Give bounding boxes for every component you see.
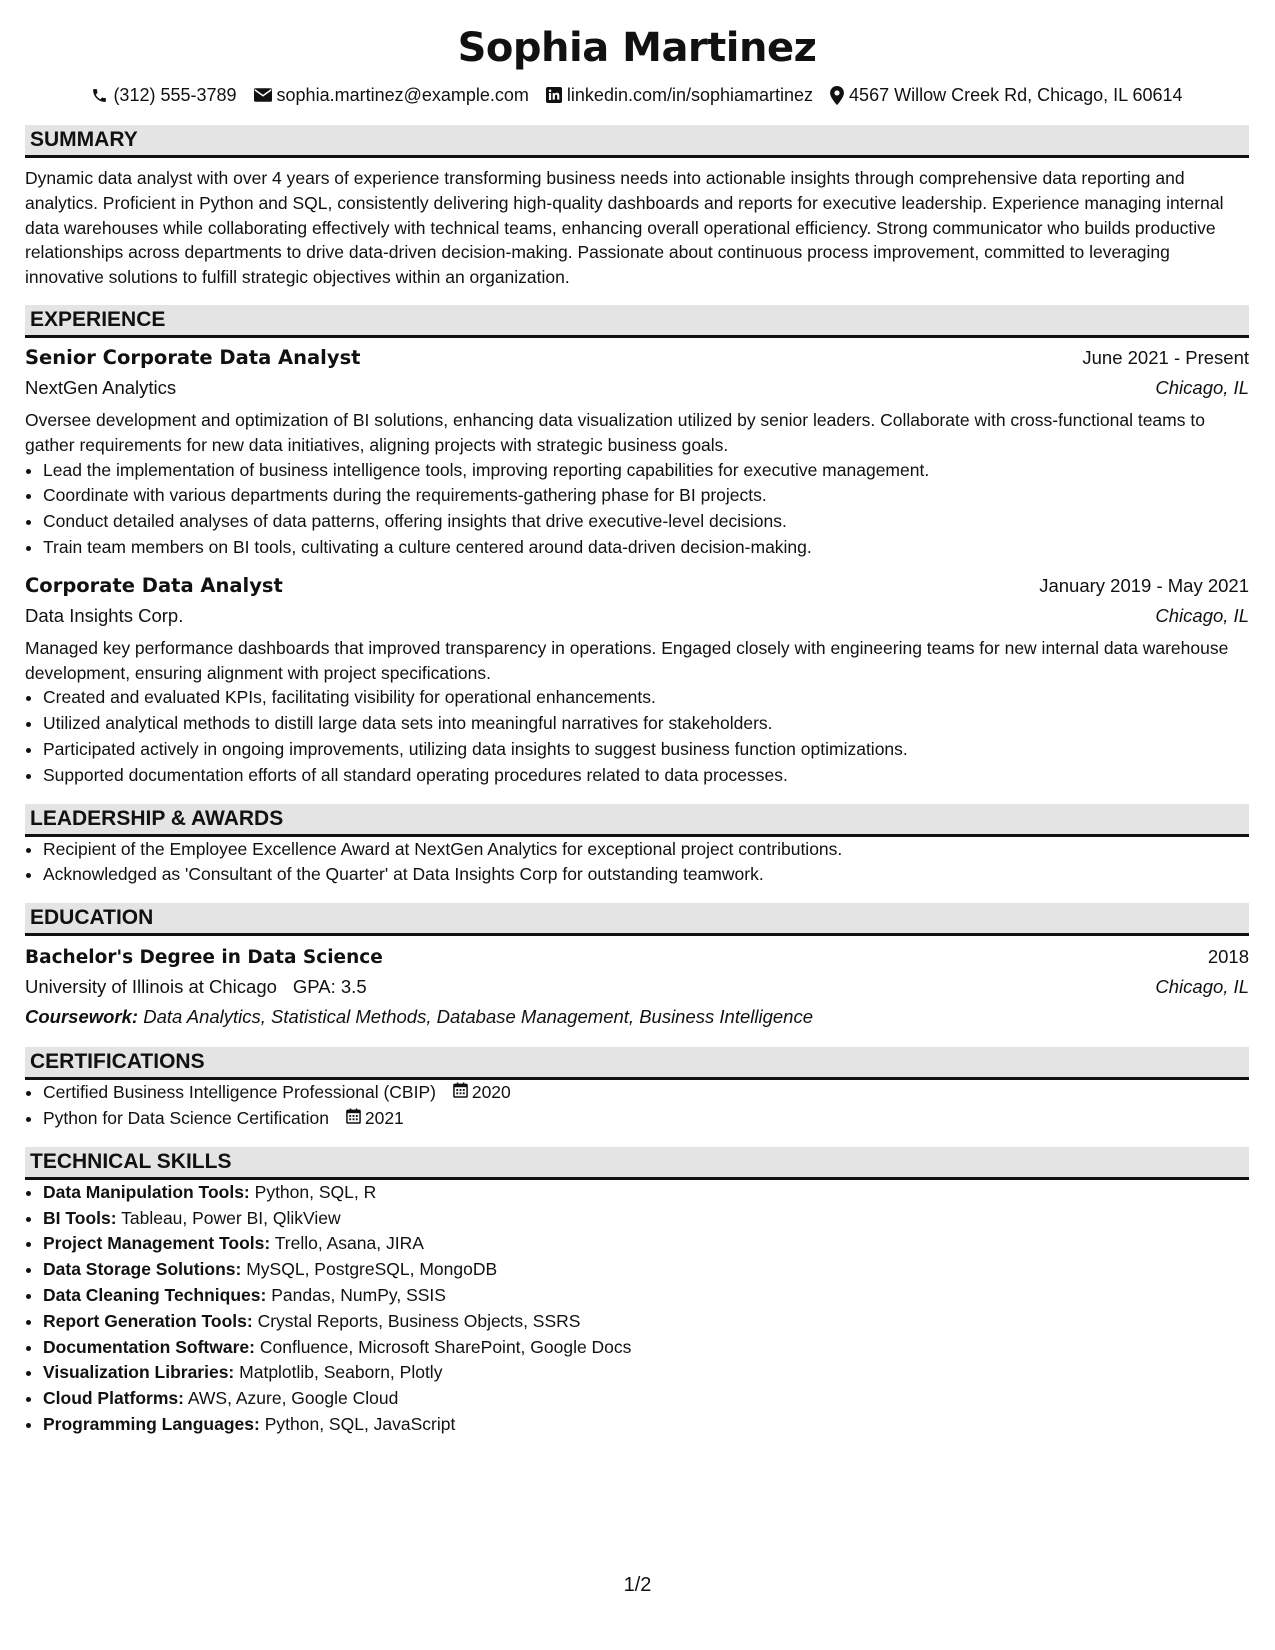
skill-label: Cloud Platforms:: [43, 1388, 184, 1409]
skill-value: Confluence, Microsoft SharePoint, Google Docs: [259, 1336, 632, 1357]
calendar-icon: [346, 1106, 361, 1132]
skill-label: Report Generation Tools:: [43, 1310, 253, 1331]
section-heading-certifications: CERTIFICATIONS: [25, 1047, 1249, 1080]
skill-item: [43, 1283, 1249, 1309]
education-subheader: [25, 972, 1249, 1002]
school-location: Chicago, IL: [1155, 976, 1249, 998]
gpa: GPA: 3.5: [292, 976, 367, 998]
job-bullets: [25, 458, 1249, 561]
school-line: [25, 972, 367, 1002]
skill-label: Programming Languages:: [43, 1413, 260, 1434]
job-bullet: • Utilized analytical methods to distill large data sets into meaningful narratives for stakeholders.: [43, 711, 1249, 737]
job-entry: [25, 571, 1249, 789]
coursework-label: Coursework:: [25, 1006, 139, 1028]
skill-item: [43, 1360, 1249, 1386]
job-header: [25, 571, 1249, 601]
skill-label: Data Storage Solutions:: [43, 1259, 242, 1280]
contact-linkedin-text[interactable]: linkedin.com/in/sophiamartinez: [566, 85, 814, 105]
job-bullet: • Lead the implementation of business intelligence tools, improving reporting capabilities for executive management.: [43, 458, 1249, 484]
job-dates: January 2019 - May 2021: [1039, 574, 1249, 596]
job-entry: [25, 343, 1249, 561]
certification-year: 2020: [471, 1082, 511, 1103]
skill-value: MySQL, PostgreSQL, MongoDB: [246, 1259, 498, 1280]
certification-name: Certified Business Intelligence Professional (CBIP): [43, 1082, 436, 1103]
award-item: • Acknowledged as 'Consultant of the Quarter' at Data Insights Corp for outstanding teamwork.: [43, 862, 1249, 888]
job-bullet: • Train team members on BI tools, cultivating a culture centered around data-driven decision-making.: [43, 535, 1249, 561]
contact-bar: [25, 81, 1249, 109]
certification-year: 2021: [364, 1107, 404, 1128]
skill-value: Python, SQL, JavaScript: [264, 1413, 456, 1434]
graduation-year: 2018: [1207, 946, 1249, 968]
contact-phone-text: (312) 555-3789: [113, 85, 237, 105]
skill-item: [43, 1335, 1249, 1361]
contact-email-text[interactable]: sophia.martinez@example.com: [276, 85, 529, 105]
school-name: University of Illinois at Chicago: [25, 976, 277, 998]
skill-value: Tableau, Power BI, QlikView: [121, 1207, 341, 1228]
job-dates: June 2021 - Present: [1082, 346, 1249, 368]
job-company: NextGen Analytics: [25, 376, 177, 398]
skill-value: Matplotlib, Seaborn, Plotly: [239, 1362, 443, 1383]
section-heading-summary: SUMMARY: [25, 125, 1249, 158]
skill-item: [43, 1206, 1249, 1232]
job-location: Chicago, IL: [1155, 376, 1249, 398]
skills-list: [25, 1180, 1249, 1438]
degree-title: Bachelor's Degree in Data Science: [25, 947, 383, 969]
skill-value: Python, SQL, R: [254, 1181, 377, 1202]
contact-linkedin[interactable]: [546, 81, 813, 109]
skill-item: [43, 1412, 1249, 1438]
certification-item: [43, 1080, 1249, 1106]
section-heading-skills: TECHNICAL SKILLS: [25, 1147, 1249, 1180]
skill-label: Project Management Tools:: [43, 1233, 271, 1254]
certification-item: [43, 1106, 1249, 1132]
skill-item: [43, 1386, 1249, 1412]
calendar-icon: [453, 1080, 468, 1106]
skill-value: Trello, Asana, JIRA: [274, 1233, 424, 1254]
job-bullet: • Coordinate with various departments during the requirements-gathering phase for BI projects.: [43, 483, 1249, 509]
education-entry: [25, 942, 1249, 1032]
skill-item: [43, 1231, 1249, 1257]
job-bullet: • Conduct detailed analyses of data patterns, offering insights that drive executive-level decisions.: [43, 509, 1249, 535]
skill-item: [43, 1257, 1249, 1283]
section-heading-leadership: LEADERSHIP & AWARDS: [25, 804, 1249, 837]
job-subheader: [25, 601, 1249, 631]
job-description: Managed key performance dashboards that improved transparency in operations. Engaged closely with engineering teams for new internal data warehouse development, ensuring alignment with project specifications.: [25, 637, 1229, 683]
contact-address: [830, 81, 1183, 109]
award-item: • Recipient of the Employee Excellence Award at NextGen Analytics for exceptional project contributions.: [43, 837, 1249, 863]
skill-value: Pandas, NumPy, SSIS: [271, 1284, 446, 1305]
skill-item: [43, 1309, 1249, 1335]
job-header: [25, 343, 1249, 373]
map-pin-icon: [830, 86, 844, 105]
section-heading-experience: EXPERIENCE: [25, 305, 1249, 338]
job-bullets: [25, 685, 1249, 788]
job-title: Senior Corporate Data Analyst: [25, 345, 361, 369]
certification-date: [453, 1080, 511, 1106]
envelope-icon: [254, 88, 272, 102]
page-number: 1/2: [623, 1574, 652, 1596]
skill-item: [43, 1180, 1249, 1206]
linkedin-icon: [546, 87, 562, 103]
summary-text: Dynamic data analyst with over 4 years of experience transforming business needs into actionable insights through comprehensive data reporting and analytics. Proficient in Python and SQL, consistently delivering high-quality dashboards and reports for executive leadership. Experience managing internal data warehouses while collaborating effectively with technical teams, enhancing overall operational efficiency. Strong communicator who builds productive relationships across departments to drive data-driven decision-making. Passionate about continuous process improvement, committed to leveraging innovative solutions to fulfill strategic objectives within an organization.: [25, 168, 1224, 288]
skill-label: Data Manipulation Tools:: [43, 1181, 250, 1202]
certification-name: Python for Data Science Certification: [43, 1107, 329, 1128]
job-subheader: [25, 373, 1249, 403]
leadership-list: [25, 837, 1249, 889]
job-bullet: • Participated actively in ongoing improvements, utilizing data insights to suggest business function optimizations.: [43, 737, 1249, 763]
skill-label: Data Cleaning Techniques:: [43, 1284, 267, 1305]
job-location: Chicago, IL: [1155, 604, 1249, 626]
coursework-line: [25, 1002, 1249, 1032]
job-company: Data Insights Corp.: [25, 604, 184, 626]
candidate-name: Sophia Martinez: [457, 25, 817, 71]
skill-value: Crystal Reports, Business Objects, SSRS: [257, 1310, 581, 1331]
certifications-list: [25, 1080, 1249, 1132]
contact-address-text: 4567 Willow Creek Rd, Chicago, IL 60614: [849, 85, 1183, 105]
contact-phone: [91, 81, 236, 109]
job-title: Corporate Data Analyst: [25, 573, 283, 597]
education-header: [25, 942, 1249, 972]
skill-label: Visualization Libraries:: [43, 1362, 235, 1383]
skill-label: BI Tools:: [43, 1207, 117, 1228]
certification-date: [346, 1106, 404, 1132]
job-bullet: • Supported documentation efforts of all standard operating procedures related to data processes.: [43, 763, 1249, 789]
skill-value: AWS, Azure, Google Cloud: [187, 1388, 399, 1409]
section-heading-education: EDUCATION: [25, 903, 1249, 936]
skill-label: Documentation Software:: [43, 1336, 255, 1357]
contact-email[interactable]: [254, 81, 529, 109]
phone-icon: [91, 87, 108, 104]
job-description: Oversee development and optimization of BI solutions, enhancing data visualization utilized by senior leaders. Collaborate with cross-functional teams to gather requirements for new data initiatives, aligning projects with strategic business goals.: [25, 409, 1205, 455]
coursework-list: Data Analytics, Statistical Methods, Database Management, Business Intelligence: [143, 1006, 813, 1028]
resume-content: [25, 18, 1249, 1438]
job-bullet: • Created and evaluated KPIs, facilitating visibility for operational enhancements.: [43, 685, 1249, 711]
